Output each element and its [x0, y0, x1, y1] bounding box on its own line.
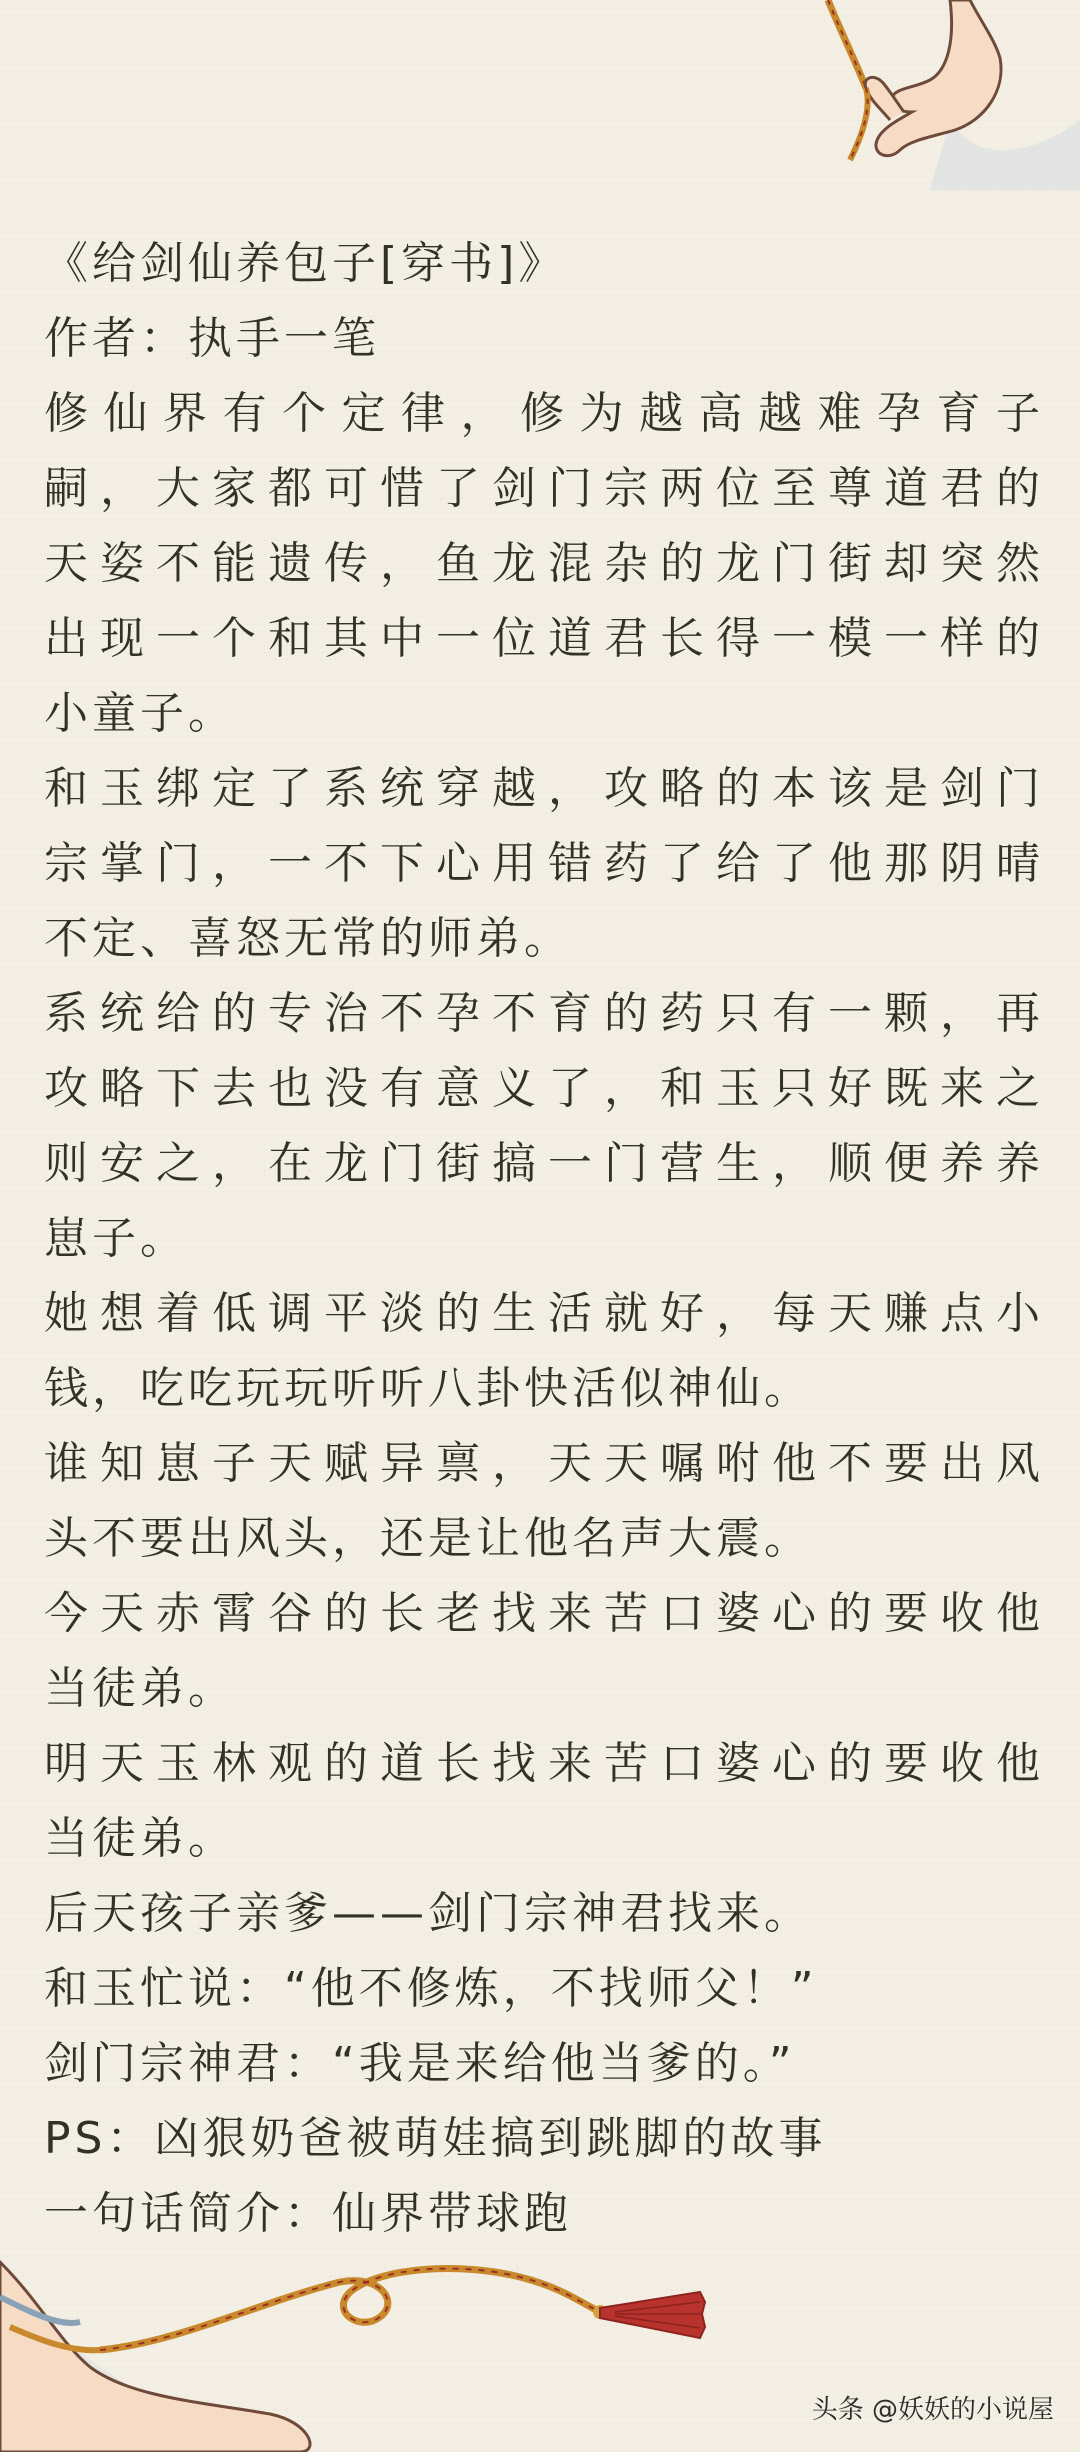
text-line: 宗掌门，一不下心用错药了给了他那阴晴 [44, 838, 1044, 889]
wrist-with-tassel-icon [0, 2152, 720, 2452]
text-line: 和玉绑定了系统穿越，攻略的本该是剑门 [44, 763, 1044, 814]
hand-with-rope-icon [780, 0, 1080, 190]
text-line: 她想着低调平淡的生活就好，每天赚点小 [44, 1288, 1044, 1339]
text-line: 《给剑仙养包子[穿书]》 [44, 238, 567, 289]
text-line: 当徒弟。 [44, 1663, 236, 1714]
text-line: 修仙界有个定律，修为越高越难孕育子 [44, 388, 1044, 439]
text-line: 一句话简介：仙界带球跑 [44, 2188, 572, 2239]
text-line: 天姿不能遗传，鱼龙混杂的龙门街却突然 [44, 538, 1044, 589]
text-line: 今天赤霄谷的长老找来苦口婆心的要收他 [44, 1588, 1044, 1639]
text-line: 则安之，在龙门街搞一门营生，顺便养养 [44, 1138, 1044, 1189]
text-line: 明天玉林观的道长找来苦口婆心的要收他 [44, 1738, 1044, 1789]
text-line: 小童子。 [44, 688, 236, 739]
text-line: 钱，吃吃玩玩听听八卦快活似神仙。 [44, 1363, 812, 1414]
text-line: 崽子。 [44, 1213, 188, 1264]
text-line: 攻略下去也没有意义了，和玉只好既来之 [44, 1063, 1044, 1114]
text-line: 嗣，大家都可惜了剑门宗两位至尊道君的 [44, 463, 1044, 514]
text-line: 作者：执手一笔 [44, 313, 380, 364]
text-line: 和玉忙说：“他不修炼，不找师父！” [44, 1963, 818, 2014]
text-line: 后天孩子亲爹——剑门宗神君找来。 [44, 1888, 812, 1939]
text-line: 谁知崽子天赋异禀，天天嘱咐他不要出风 [44, 1438, 1044, 1489]
text-line: 剑门宗神君：“我是来给他当爹的。” [44, 2038, 796, 2089]
text-line: 系统给的专治不孕不育的药只有一颗，再 [44, 988, 1044, 1039]
watermark: 头条 @妖妖的小说屋 [811, 2395, 1054, 2425]
text-line: PS：凶狠奶爸被萌娃搞到跳脚的故事 [44, 2113, 827, 2164]
text-line: 头不要出风头，还是让他名声大震。 [44, 1513, 812, 1564]
text-line: 不定、喜怒无常的师弟。 [44, 913, 572, 964]
text-line: 当徒弟。 [44, 1813, 236, 1864]
text-line: 出现一个和其中一位道君长得一模一样的 [44, 613, 1044, 664]
article-body [44, 226, 1044, 2251]
